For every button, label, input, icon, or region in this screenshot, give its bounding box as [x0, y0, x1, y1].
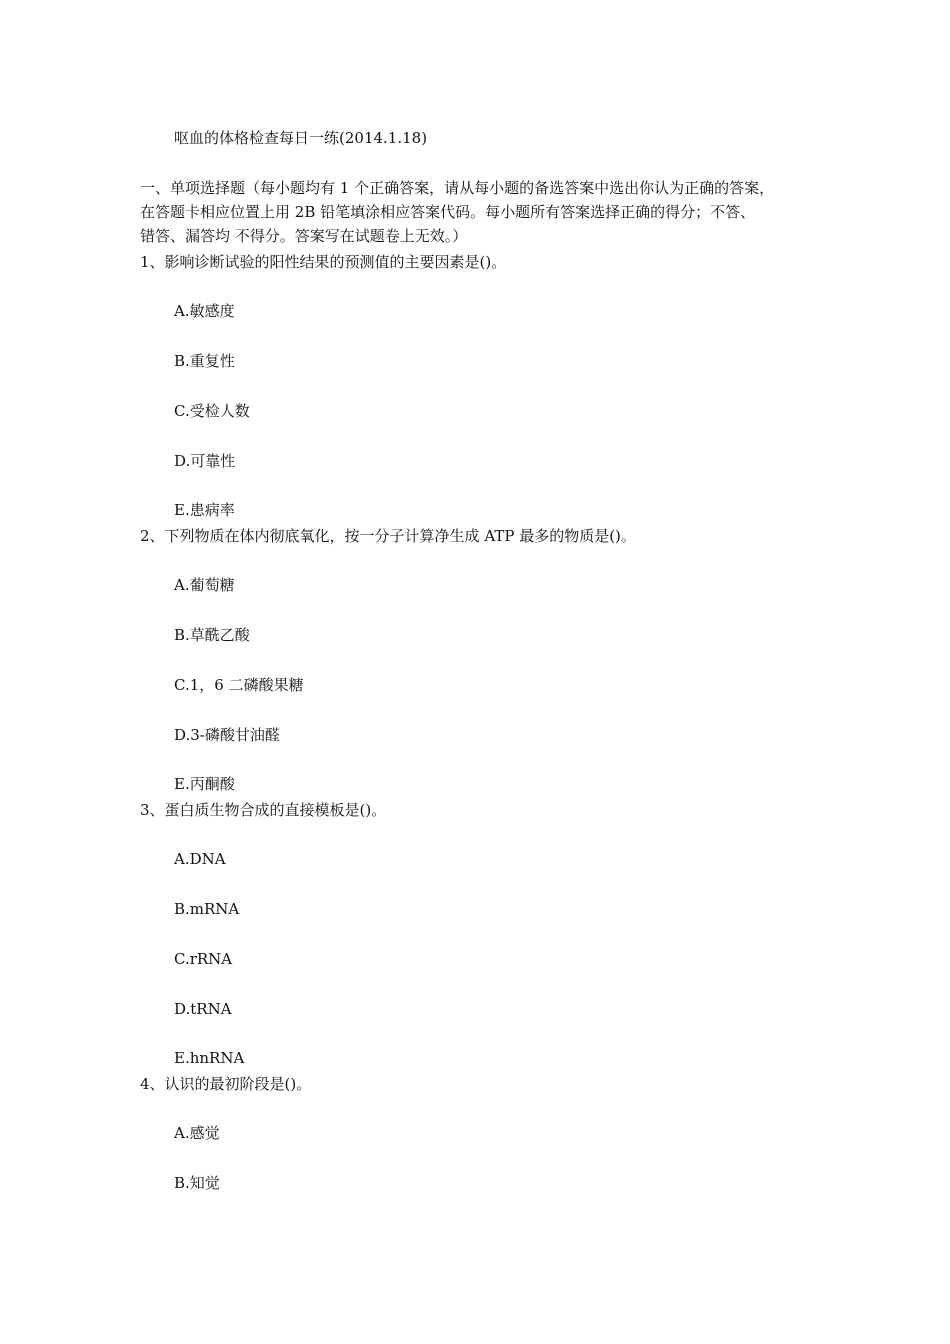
question-4-text: 4、认识的最初阶段是()。	[140, 1075, 312, 1093]
question-1-option-a: A.敏感度	[174, 302, 235, 320]
question-4-option-b: B.知觉	[174, 1174, 220, 1192]
question-1-text: 1、影响诊断试验的阳性结果的预测值的主要因素是()。	[140, 253, 507, 271]
instruction-line: 一、单项选择题（每小题均有 1 个正确答案，请从每小题的备选答案中选出你认为正确的答案，	[140, 179, 775, 197]
question-2-option-a: A.葡萄糖	[174, 576, 235, 594]
question-3-option-e: E.hnRNA	[174, 1049, 245, 1067]
question-2-text: 2、下列物质在体内彻底氧化，按一分子计算净生成 ATP 最多的物质是()。	[140, 527, 636, 545]
question-1-option-e: E.患病率	[174, 501, 235, 519]
question-3-option-b: B.mRNA	[174, 900, 240, 918]
instruction-line: 在答题卡相应位置上用 2B 铅笔填涂相应答案代码。每小题所有答案选择正确的得分；不答、	[140, 203, 756, 221]
section-instructions	[140, 176, 820, 248]
question-1-option-d: D.可靠性	[174, 452, 236, 470]
question-3-option-d: D.tRNA	[174, 1000, 232, 1018]
question-1-option-b: B.重复性	[174, 352, 235, 370]
question-2-option-d: D.3-磷酸甘油醛	[174, 726, 280, 744]
question-2-option-c: C.1，6 二磷酸果糖	[174, 676, 304, 694]
question-2-option-e: E.丙酮酸	[174, 775, 235, 793]
document-title: 呕血的体格检查每日一练(2014.1.18)	[174, 129, 428, 147]
question-2-option-b: B.草酰乙酸	[174, 626, 250, 644]
question-1-option-c: C.受检人数	[174, 402, 250, 420]
question-3-option-a: A.DNA	[174, 850, 226, 868]
question-3-option-c: C.rRNA	[174, 950, 233, 968]
instruction-line: 错答、漏答均 不得分。答案写在试题卷上无效。）	[140, 227, 468, 245]
question-3-text: 3、蛋白质生物合成的直接模板是()。	[140, 801, 387, 819]
question-4-option-a: A.感觉	[174, 1124, 220, 1142]
